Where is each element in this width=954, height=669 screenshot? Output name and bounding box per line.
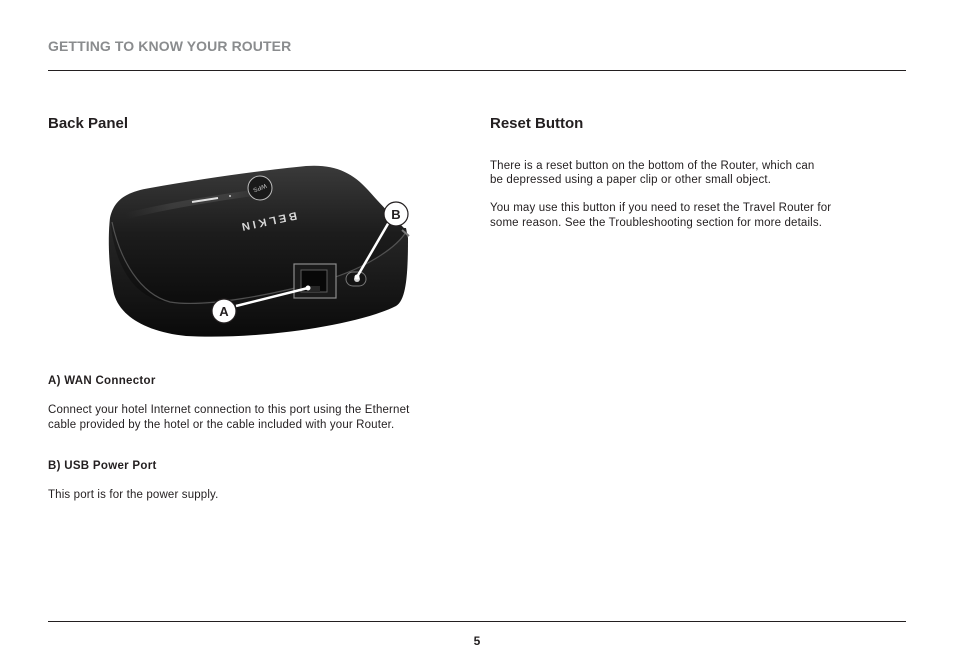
router-back-panel-illustration <box>106 156 416 342</box>
footer-divider <box>48 621 906 622</box>
svg-text:B: B <box>391 207 401 222</box>
reset-paragraph-2-line-2: some reason. See the Troubleshooting section for more details. <box>490 217 823 229</box>
reset-button-heading: Reset Button <box>490 115 584 132</box>
wps-button <box>248 176 272 200</box>
header-divider <box>48 70 906 71</box>
wan-connector-title: A) WAN Connector <box>48 375 156 387</box>
page-number: 5 <box>473 634 481 648</box>
reset-paragraph-1-line-1: There is a reset button on the bottom of the Router, which can <box>490 160 815 172</box>
wan-connector-line-2: cable provided by the hotel or the cable included with your Router. <box>48 419 395 431</box>
section-title: GETTING TO KNOW YOUR ROUTER <box>48 38 292 54</box>
reset-paragraph-1-line-2: be depressed using a paper clip or other small object. <box>490 174 772 186</box>
router-image <box>106 156 416 342</box>
wan-port <box>294 264 336 298</box>
belkin-logo: BELKIN <box>237 209 298 234</box>
wan-connector-line-1: Connect your hotel Internet connection to this port using the Ethernet <box>48 404 410 416</box>
svg-text:WPS: WPS <box>252 181 268 193</box>
back-panel-heading: Back Panel <box>48 115 129 132</box>
usb-power-port-title: B) USB Power Port <box>48 460 157 472</box>
usb-power-port-line-1: This port is for the power supply. <box>48 489 219 501</box>
svg-text:A: A <box>219 304 229 319</box>
reset-paragraph-2-line-1: You may use this button if you need to reset the Travel Router for <box>490 202 832 214</box>
